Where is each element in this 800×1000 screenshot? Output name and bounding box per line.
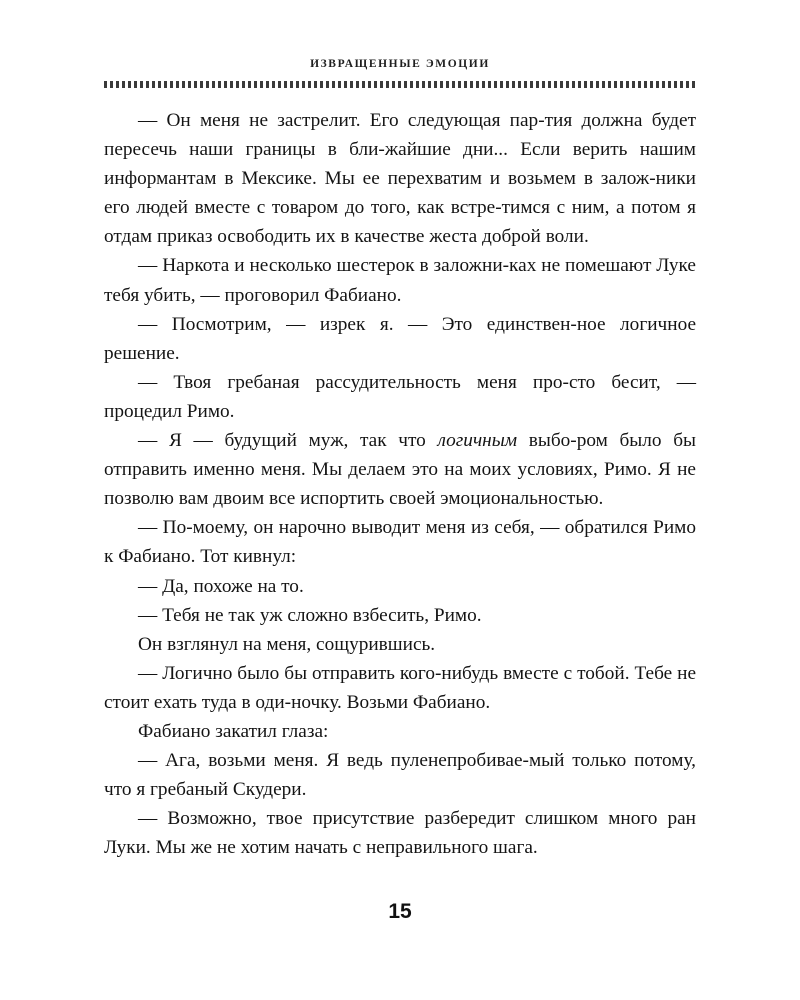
paragraph: — Возможно, твое присутствие разбередит слишком много ран Луки. Мы же не хотим начать с неправильного шага.: [104, 808, 696, 859]
paragraph: — Твоя гребаная рассудительность меня про-сто бесит, — процедил Римо.: [104, 371, 696, 422]
paragraph-with-italic: [104, 426, 696, 513]
paragraph: — Тебя не так уж сложно взбесить, Римо.: [138, 604, 482, 626]
paragraph: — Ага, возьми меня. Я ведь пуленепробивае-мый только потому, что я гребаный Скудери.: [104, 750, 696, 801]
running-head: ИЗВРАЩЕННЫЕ ЭМОЦИИ: [310, 58, 490, 70]
paragraph: — Он меня не застрелит. Его следующая пар-тия должна будет пересечь наши границы в бли-жайшие дни... Если верить нашим информантам в Мексике. Мы ее перехватим и возьмем в залож-ники его людей вместе с товаром до того, как встре-тимся с ним, а потом я отдам приказ освободить их в качестве жеста доброй воли.: [104, 110, 696, 248]
page-number: 15: [388, 900, 412, 923]
paragraph: — По-моему, он нарочно выводит меня из себя, — обратился Римо к Фабиано. Тот кивнул:: [104, 517, 696, 568]
paragraph: — Да, похоже на то.: [138, 575, 304, 597]
paragraph: — Наркота и несколько шестерок в заложни-ках не помешают Луке тебя убить, — проговорил Фабиано.: [104, 255, 696, 306]
decorative-dotted-rule: [104, 81, 696, 88]
paragraph: — Логично было бы отправить кого-нибудь вместе с тобой. Тебе не стоит ехать туда в оди-ночку. Возьми Фабиано.: [104, 662, 696, 713]
paragraph: Он взглянул на меня, сощурившись.: [138, 633, 436, 655]
paragraph: — Посмотрим, — изрек я. — Это единствен-ное логичное решение.: [104, 313, 696, 364]
paragraph-text-after: выбо-ром было бы отправить именно меня. Мы делаем это на моих условиях, Римо. Я не позволю вам двоим все испортить своей эмоциональностью.: [104, 430, 696, 510]
paragraph: Фабиано закатил глаза:: [138, 720, 329, 742]
page-body: [104, 106, 696, 862]
paragraph-emphasis: логичным: [437, 430, 518, 452]
paragraph-text-before: — Я — будущий муж, так что: [138, 430, 438, 452]
